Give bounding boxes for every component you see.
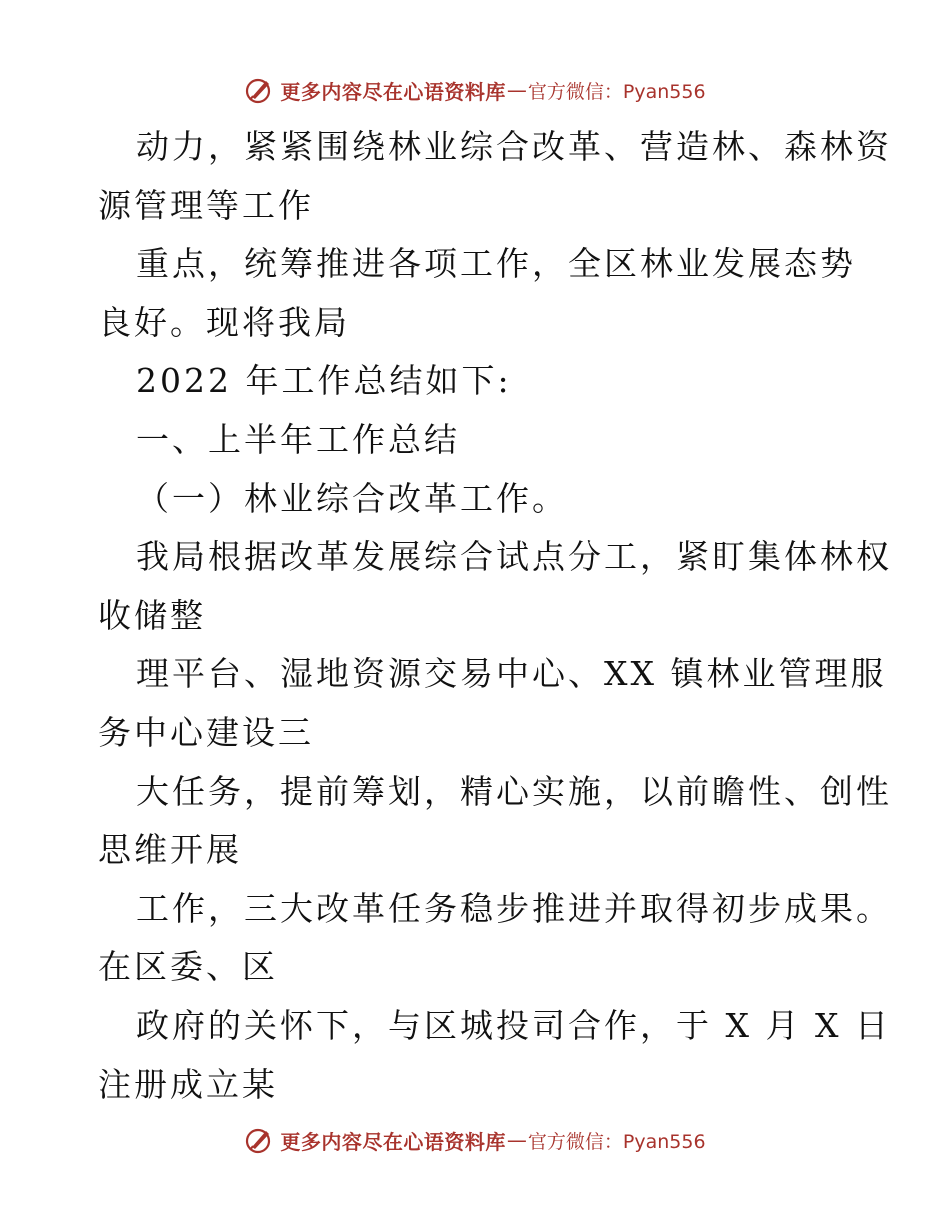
quill-pen-seal-icon (244, 75, 274, 105)
body-line: 政府的关怀下，与区城投司合作，于 X 月 X 日 (136, 1005, 891, 1045)
header-banner (0, 70, 950, 110)
body-line: 动力，紧紧围绕林业综合改革、营造林、森林资 (136, 127, 892, 166)
subsection-heading: （一）林业综合改革工作。 (136, 478, 568, 518)
footer-banner (0, 1120, 950, 1160)
banner-brand: 更多内容尽在心语资料库 (280, 1129, 506, 1154)
body-line: 务中心建设三 (98, 712, 314, 752)
body-line: 理平台、湿地资源交易中心、XX 镇林业管理服 (136, 654, 887, 694)
banner-dash: — (506, 78, 527, 102)
section-heading: 一、上半年工作总结 (136, 419, 460, 459)
body-line: 在区委、区 (98, 947, 278, 987)
banner-brand: 更多内容尽在心语资料库 (280, 79, 506, 104)
body-line: 2022 年工作总结如下: (136, 361, 512, 401)
body-line: 工作，三大改革任务稳步推进并取得初步成果。 (136, 888, 892, 928)
body-line: 思维开展 (98, 830, 242, 870)
body-line: 收储整 (98, 595, 206, 635)
body-line: 大任务，提前筹划，精心实施，以前瞻性、创性 (136, 771, 892, 811)
body-line: 我局根据改革发展综合试点分工，紧盯集体林权 (136, 537, 892, 577)
body-line: 源管理等工作 (98, 185, 314, 225)
body-line: 注册成立某 (98, 1064, 278, 1104)
banner-wechat: 官方微信：Pyan556 (527, 1130, 706, 1153)
banner-wechat: 官方微信：Pyan556 (527, 80, 706, 103)
banner-dash: — (506, 1128, 527, 1152)
body-line: 良好。现将我局 (98, 302, 350, 342)
document-body (98, 118, 892, 1114)
body-line: 重点，统筹推进各项工作，全区林业发展态势 (136, 244, 856, 284)
quill-pen-seal-icon (244, 1125, 274, 1155)
